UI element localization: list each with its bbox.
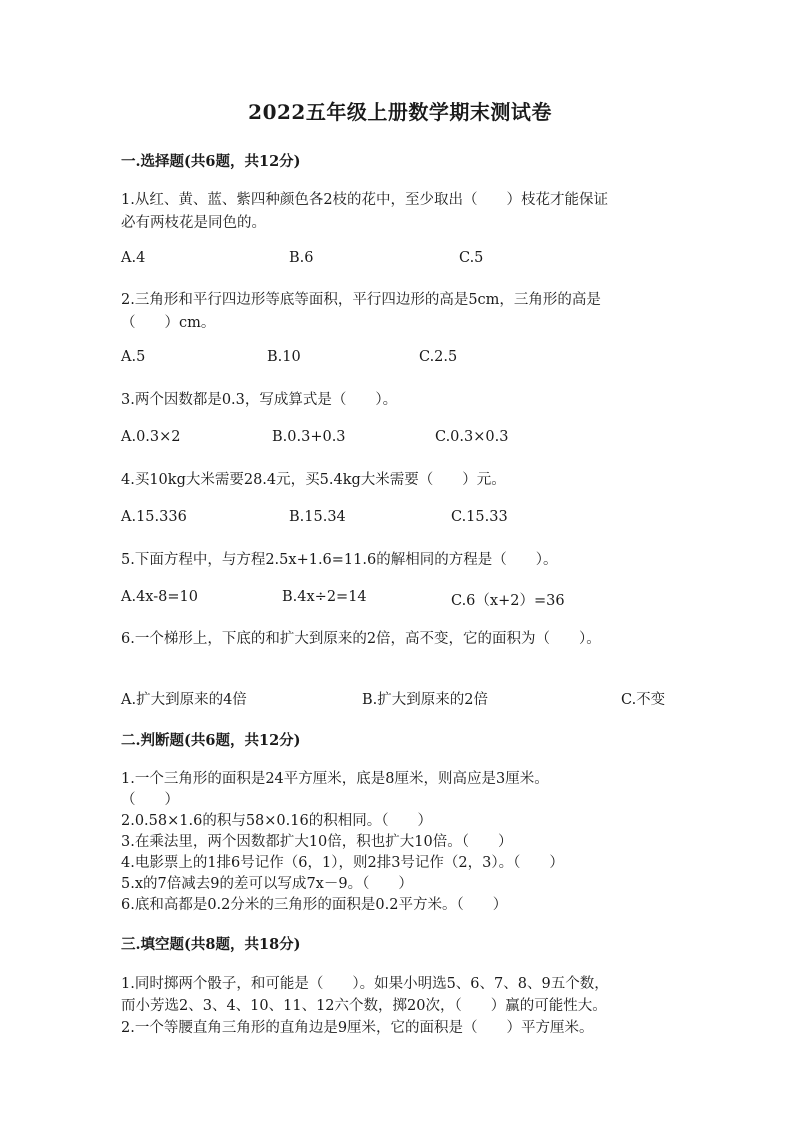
question-text: 5.下面方程中，与方程2.5x+1.6=11.6的解相同的方程是（ ）。 — [121, 552, 558, 568]
section-heading-choice: 一.选择题(共6题，共12分) — [121, 153, 301, 170]
question-text: （ ）cm。 — [121, 315, 216, 331]
statement-line: 6.底和高都是0.2分米的三角形的面积是0.2平方米。（ ） — [121, 897, 508, 913]
option-a: A.4 — [121, 250, 146, 266]
option-c: C.0.3×0.3 — [435, 429, 509, 445]
option-b: B.扩大到原来的2倍 — [362, 692, 488, 708]
statement-line: 3.在乘法里，两个因数都扩大10倍，积也扩大10倍。（ ） — [121, 834, 513, 850]
question-text: 必有两枝花是同色的。 — [121, 215, 266, 231]
question-text: 1.从红、黄、蓝、紫四种颜色各2枝的花中，至少取出（ ）枝花才能保证 — [121, 192, 609, 208]
question-text: 6.一个梯形上，下底的和扩大到原来的2倍，高不变，它的面积为（ ）。 — [121, 631, 601, 647]
question-text: 3.两个因数都是0.3，写成算式是（ ）。 — [121, 392, 398, 408]
answer-blank: （ ） — [121, 792, 179, 808]
option-a: A.5 — [121, 349, 146, 365]
page-title: 2022五年级上册数学期末测试卷 — [248, 100, 552, 124]
statement-line: 5.x的7倍减去9的差可以写成7x－9。（ ） — [121, 876, 413, 892]
option-c: C.不变 — [621, 692, 666, 708]
question-text: 2.三角形和平行四边形等底等面积，平行四边形的高是5cm，三角形的高是 — [121, 292, 601, 308]
option-b: B.6 — [289, 250, 314, 266]
question-text: 2.一个等腰直角三角形的直角边是9厘米，它的面积是（ ）平方厘米。 — [121, 1020, 594, 1036]
option-c: C.2.5 — [419, 349, 458, 365]
option-a: A.4x-8=10 — [121, 589, 198, 605]
statement-line: 4.电影票上的1排6号记作（6，1），则2排3号记作（2，3）。（ ） — [121, 855, 564, 871]
question-text: 1.同时掷两个骰子，和可能是（ ）。如果小明选5、6、7、8、9五个数， — [121, 976, 609, 992]
option-a: A.0.3×2 — [121, 429, 181, 445]
option-b: B.0.3+0.3 — [272, 429, 346, 445]
section-heading-fill-in: 三.填空题(共8题，共18分) — [121, 936, 301, 953]
option-b: B.10 — [267, 349, 301, 365]
option-c: C.5 — [459, 250, 484, 266]
option-a: A.扩大到原来的4倍 — [121, 692, 247, 708]
option-c: C.6（x+2）=36 — [451, 593, 565, 609]
statement-line: 1.一个三角形的面积是24平方厘米，底是8厘米，则高应是3厘米。 — [121, 771, 549, 787]
statement-line: 2.0.58×1.6的积与58×0.16的积相同。（ ） — [121, 813, 432, 829]
option-b: B.4x÷2=14 — [282, 589, 367, 605]
question-text: 4.买10kg大米需要28.4元，买5.4kg大米需要（ ）元。 — [121, 472, 506, 488]
option-a: A.15.336 — [121, 509, 187, 525]
option-b: B.15.34 — [289, 509, 346, 525]
option-c: C.15.33 — [451, 509, 508, 525]
section-heading-judgement: 二.判断题(共6题，共12分) — [121, 732, 301, 749]
question-text: 而小芳选2、3、4、10、11、12六个数，掷20次，（ ）赢的可能性大。 — [121, 998, 607, 1014]
